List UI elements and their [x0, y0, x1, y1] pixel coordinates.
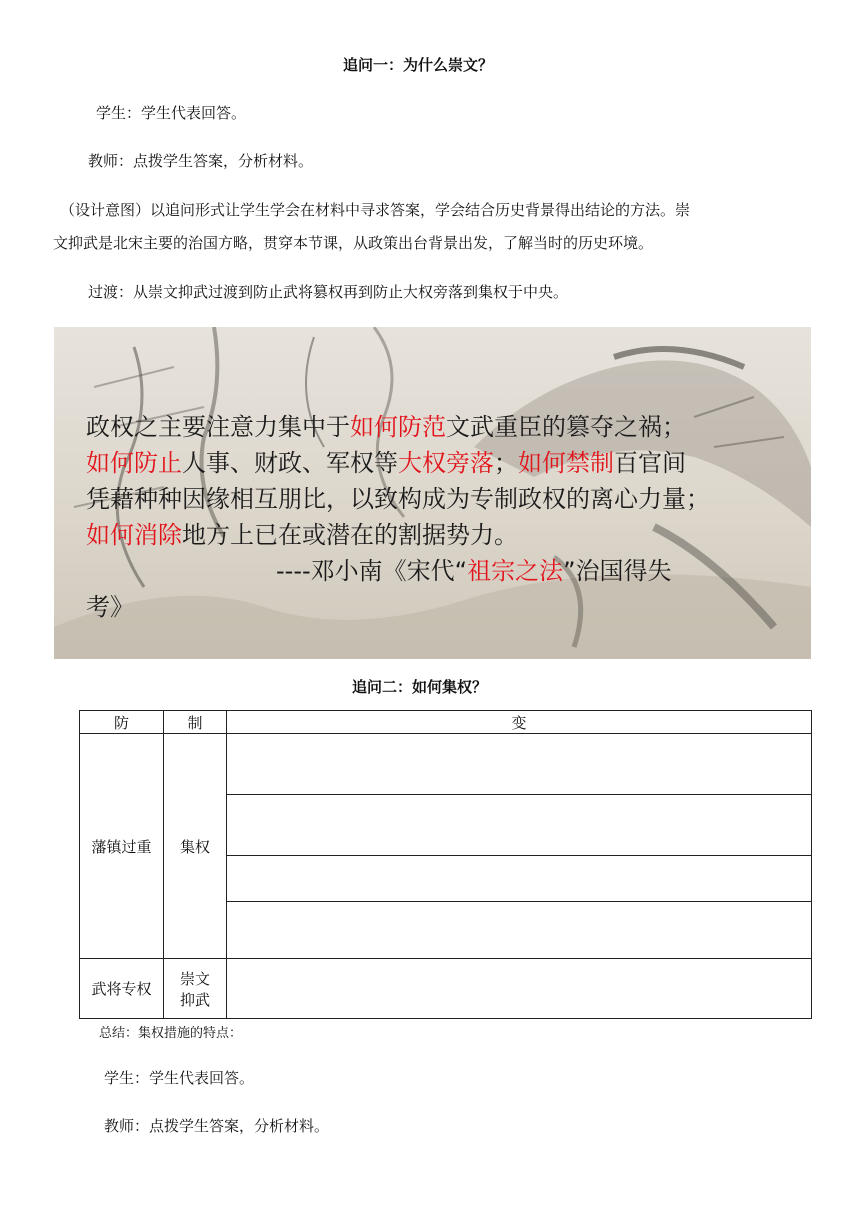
heading-question-two: 追问二：如何集权？ — [352, 678, 488, 696]
measures-table — [79, 710, 812, 1019]
quote-highlight: 如何禁制 — [518, 449, 614, 477]
quote-text: 政权之主要注意力集中于 — [86, 413, 350, 441]
quote-text: 百官间 — [614, 449, 686, 477]
table-header-cell: 防 — [80, 711, 164, 734]
table-blank-cell[interactable] — [227, 795, 812, 856]
student-answer-line: 学生：学生代表回答。 — [104, 1069, 255, 1087]
student-answer-line: 学生：学生代表回答。 — [96, 104, 247, 122]
quote-highlight: 大权旁落 — [398, 449, 494, 477]
table-row — [80, 959, 812, 1019]
quote-highlight: 如何防范 — [350, 413, 446, 441]
quote-text: ”治国得失 — [563, 557, 672, 585]
quote-highlight: 如何防止 — [86, 449, 182, 477]
table-cell-line: 崇文 — [179, 969, 210, 988]
quote-line-4 — [86, 517, 786, 553]
design-intent-line-1: （设计意图）以追问形式让学生学会在材料中寻求答案，学会结合历史背景得出结论的方法。崇 — [60, 201, 691, 219]
table-blank-cell[interactable] — [227, 902, 812, 959]
table-header-cell: 制 — [164, 711, 227, 734]
table-cell — [164, 959, 227, 1019]
quote-text: ----邓小南《宋代“ — [276, 557, 468, 585]
table-cell: 武将专权 — [80, 959, 164, 1019]
quote-highlight: 如何消除 — [86, 521, 182, 549]
table-cell: 集权 — [164, 734, 227, 959]
quote-source-line — [86, 553, 786, 589]
table-row — [80, 734, 812, 795]
ink-painting-quote-image — [54, 327, 811, 659]
quote-line-2 — [86, 445, 786, 481]
table-header-row — [80, 711, 812, 734]
quote-source-line-end: 考》 — [86, 593, 134, 621]
quote-line-1 — [86, 409, 786, 445]
quote-line-3: 凭藉种种因缘相互朋比，以致构成为专制政权的离心力量； — [86, 485, 710, 513]
quote-text: 文武重臣的篡夺之祸； — [446, 413, 686, 441]
table-blank-cell[interactable] — [227, 959, 812, 1019]
quote-text: ； — [494, 449, 518, 477]
transition-line: 过渡：从崇文抑武过渡到防止武将篡权再到防止大权旁落到集权于中央。 — [88, 283, 569, 301]
table-cell: 藩镇过重 — [80, 734, 164, 959]
summary-line: 总结：集权措施的特点： — [99, 1026, 243, 1041]
teacher-note-line: 教师：点拨学生答案，分析材料。 — [88, 152, 314, 170]
table-blank-cell[interactable] — [227, 856, 812, 902]
quote-text: 地方上已在或潜在的割据势力。 — [182, 521, 518, 549]
quotation-text — [86, 409, 786, 625]
teacher-note-line: 教师：点拨学生答案，分析材料。 — [104, 1117, 330, 1135]
quote-highlight: 祖宗之法 — [467, 557, 564, 585]
table-header-cell: 变 — [227, 711, 812, 734]
heading-question-one: 追问一：为什么崇文？ — [343, 56, 494, 74]
table-cell-line: 抑武 — [179, 990, 210, 1009]
table-blank-cell[interactable] — [227, 734, 812, 795]
design-intent-line-2: 文抑武是北宋主要的治国方略，贯穿本节课，从政策出台背景出发，了解当时的历史环境。 — [53, 234, 654, 252]
quote-text: 人事、财政、军权等 — [182, 449, 398, 477]
